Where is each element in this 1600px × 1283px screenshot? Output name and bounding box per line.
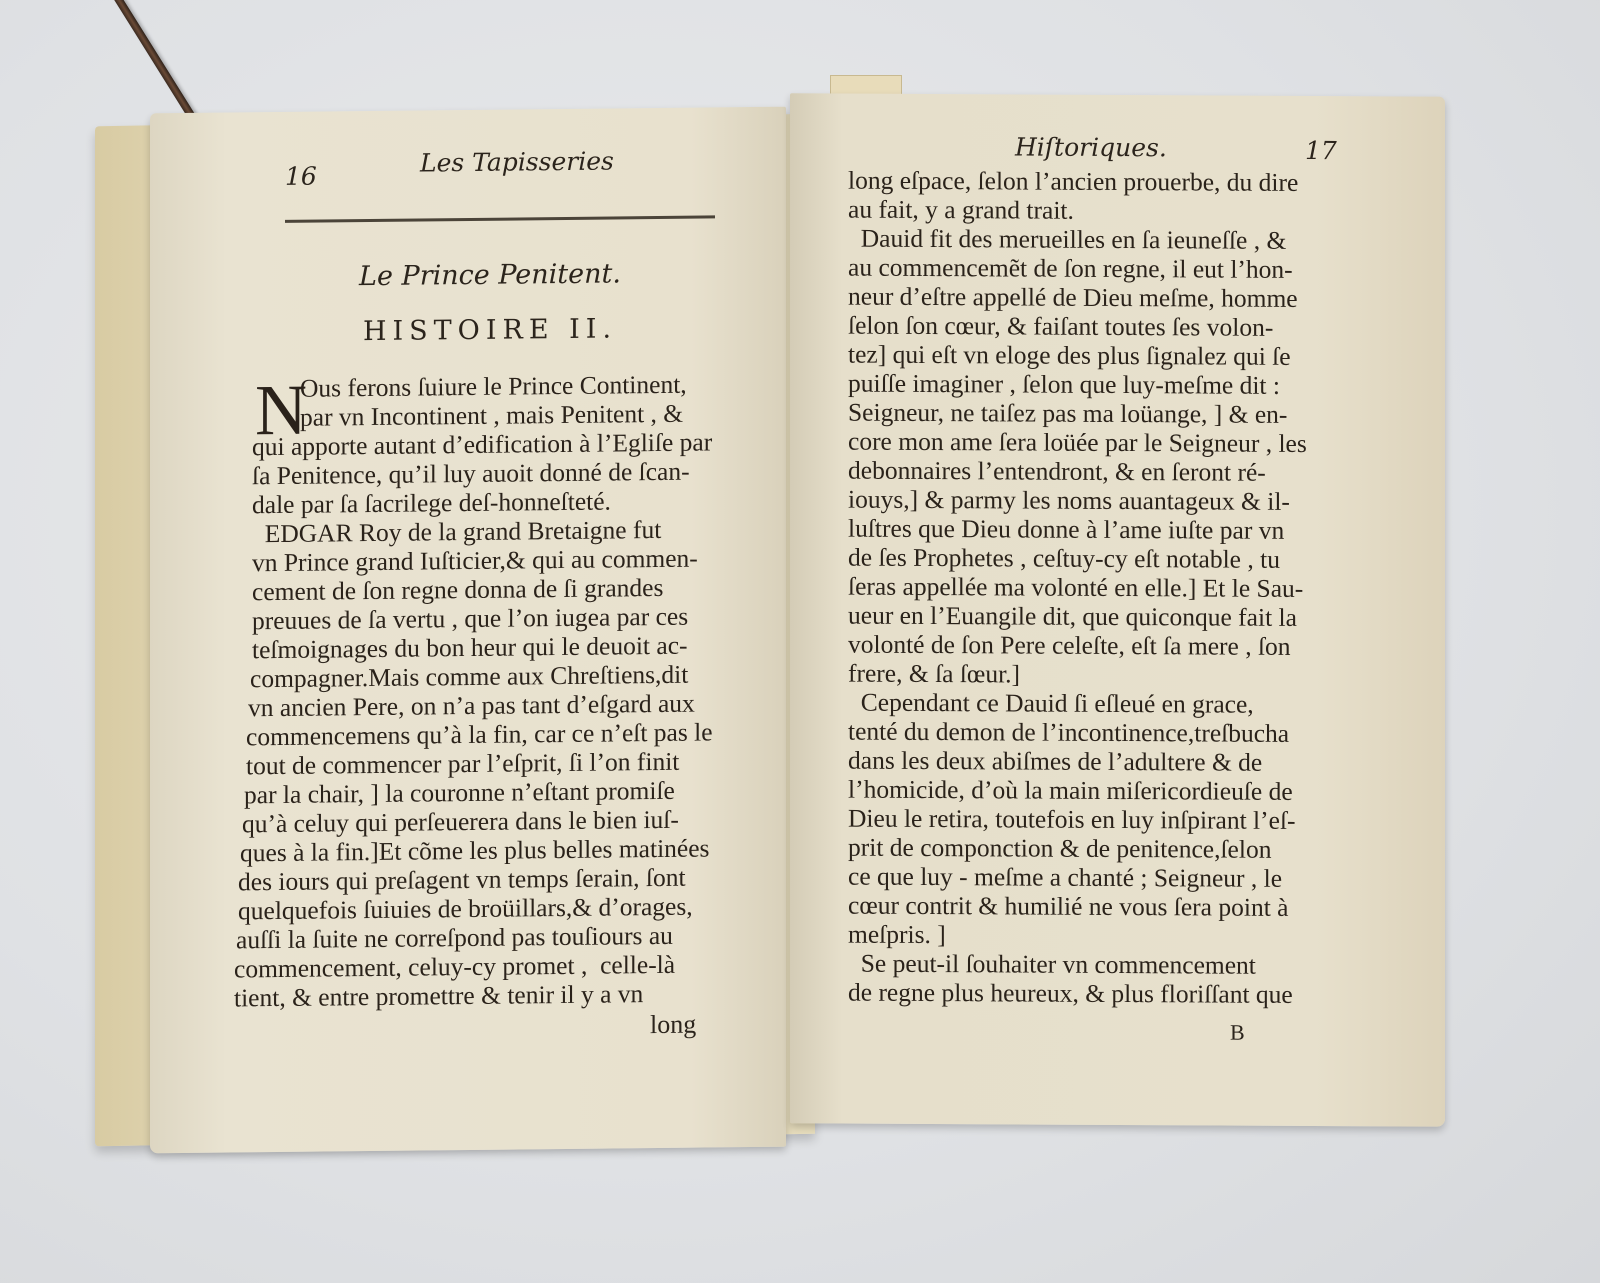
body-line: ſelon ſon cœur, & faiſant toutes ſes volon- bbox=[848, 310, 1274, 342]
body-line: dans les deux abiſmes de l’adultere & de bbox=[848, 745, 1263, 777]
body-line: tout de commencer par l’eſprit, ſi l’on finit bbox=[246, 746, 680, 781]
body-line: de ſes Prophetes , ceſtuy-cy eſt notable , tu bbox=[848, 542, 1280, 574]
body-line: Ous ferons ſuiure le Prince Continent, bbox=[300, 369, 687, 403]
body-line: commencemens qu’à la fin, car ce n’eſt pas le bbox=[246, 717, 713, 752]
body-line: ce que luy - meſme a chanté ; Seigneur , le bbox=[848, 861, 1283, 893]
body-line: tenté du demon de l’incontinence,treſbucha bbox=[848, 716, 1290, 748]
running-head: Hiſtoriques. bbox=[1015, 132, 1167, 163]
body-line: meſpris. ] bbox=[848, 919, 946, 950]
body-line: EDGAR Roy de la grand Bretaigne fut bbox=[252, 514, 662, 549]
body-line: dale par ſa ſacrilege deſ-honneſteté. bbox=[252, 486, 611, 520]
body-line: tient, & entre promettre & tenir il y a vn bbox=[234, 979, 644, 1013]
body-line: vn Prince grand Iuſticier,& qui au commen- bbox=[252, 543, 698, 578]
head-rule bbox=[285, 215, 715, 223]
body-line: commencement, celuy-cy promet , celle-là bbox=[234, 949, 676, 984]
body-line: des iours qui preſagent vn temps ſerain, ſont bbox=[238, 862, 686, 897]
page-number: 16 bbox=[285, 161, 317, 191]
section-subtitle: Le Prince Penitent. bbox=[359, 258, 621, 293]
body-line: ſeras appellée ma volonté en elle.] Et le Sau- bbox=[848, 571, 1304, 603]
body-line: core mon ame ſera loüée par le Seigneur , les bbox=[848, 426, 1307, 458]
body-line: Dauid fit des merueilles en ſa ieuneſſe , & bbox=[848, 223, 1287, 255]
body-line: puiſſe imaginer , ſelon que luy-meſme dit : bbox=[848, 368, 1280, 400]
body-line: preuues de ſa vertu , que l’on iugea par ces bbox=[252, 601, 689, 636]
body-line: frere, & ſa ſœur.] bbox=[848, 658, 1021, 689]
chapter-heading: HISTOIRE II. bbox=[362, 313, 618, 348]
open-book bbox=[95, 95, 1475, 1155]
body-line: ſa Penitence, qu’il luy auoit donné de ſcan- bbox=[252, 456, 690, 491]
body-line: vn ancien Pere, on n’a pas tant d’eſgard aux bbox=[248, 688, 695, 723]
body-line: de regne plus heureux, & plus floriſſant que bbox=[848, 977, 1293, 1009]
body-line: iouys,] & parmy les noms auantageux & il- bbox=[848, 484, 1290, 516]
body-line: luſtres que Dieu donne à l’ame iuſte par vn bbox=[848, 513, 1285, 545]
body-line: quelquefois ſuiuies de broüillars,& d’orages, bbox=[238, 891, 693, 926]
body-line: qu’à celuy qui perſeuerera dans le bien iuſ- bbox=[242, 804, 679, 839]
body-line: compagner.Mais comme aux Chreſtiens,dit bbox=[250, 659, 689, 694]
body-line: ueur en l’Euangile dit, que quiconque fait la bbox=[848, 600, 1297, 632]
body-line: ques à la fin.]Et cõme les plus belles matinées bbox=[240, 833, 710, 868]
body-line: par vn Incontinent , mais Penitent , & bbox=[300, 398, 684, 432]
signature-mark: B bbox=[1230, 1019, 1245, 1045]
body-line: au fait, y a grand trait. bbox=[848, 194, 1074, 225]
body-line: cement de ſon regne donna de ſi grandes bbox=[252, 572, 664, 607]
body-line: Cependant ce Dauid ſi eſleué en grace, bbox=[848, 687, 1254, 719]
body-line: Dieu le retira, toutefois en luy inſpirant l’eſ- bbox=[848, 803, 1296, 835]
body-line: par la chair, ] la couronne n’eſtant promiſe bbox=[244, 775, 675, 810]
body-line: cœur contrit & humilié ne vous ſera point à bbox=[848, 890, 1289, 922]
body-line: neur d’eſtre appellé de Dieu meſme, homme bbox=[848, 281, 1298, 313]
right-page bbox=[790, 93, 1445, 1126]
running-head: Les Tapisseries bbox=[420, 146, 614, 178]
page-number: 17 bbox=[1305, 135, 1337, 166]
body-line: volonté de ſon Pere celeſte, eſt ſa mere , ſon bbox=[848, 629, 1291, 661]
drop-cap: N bbox=[255, 369, 307, 451]
body-line: l’homicide, d’où la main miſericordieuſe de bbox=[848, 774, 1293, 806]
body-line: au commencemẽt de ſon regne, il eut l’hon- bbox=[848, 252, 1293, 284]
body-line: prit de componction & de penitence,ſelon bbox=[848, 832, 1272, 864]
left-page bbox=[150, 107, 786, 1154]
body-line: debonnaires l’entendront, & en ſeront ré- bbox=[848, 455, 1266, 487]
body-line: auſſi la ſuite ne correſpond pas touſiours au bbox=[236, 920, 673, 955]
catchword: long bbox=[650, 1009, 697, 1040]
body-line: Seigneur, ne taiſez pas ma loüange, ] & en- bbox=[848, 397, 1288, 429]
body-line: qui apporte autant d’edification à l’Egliſe par bbox=[252, 427, 713, 462]
body-line: teſmoignages du bon heur qui le deuoit ac- bbox=[252, 630, 688, 665]
body-line: Se peut-il ſouhaiter vn commencement bbox=[848, 948, 1256, 980]
body-line: tez] qui eſt vn eloge des plus ſignalez qui ſe bbox=[848, 339, 1291, 371]
body-line: long eſpace, ſelon l’ancien prouerbe, du dire bbox=[848, 165, 1299, 197]
